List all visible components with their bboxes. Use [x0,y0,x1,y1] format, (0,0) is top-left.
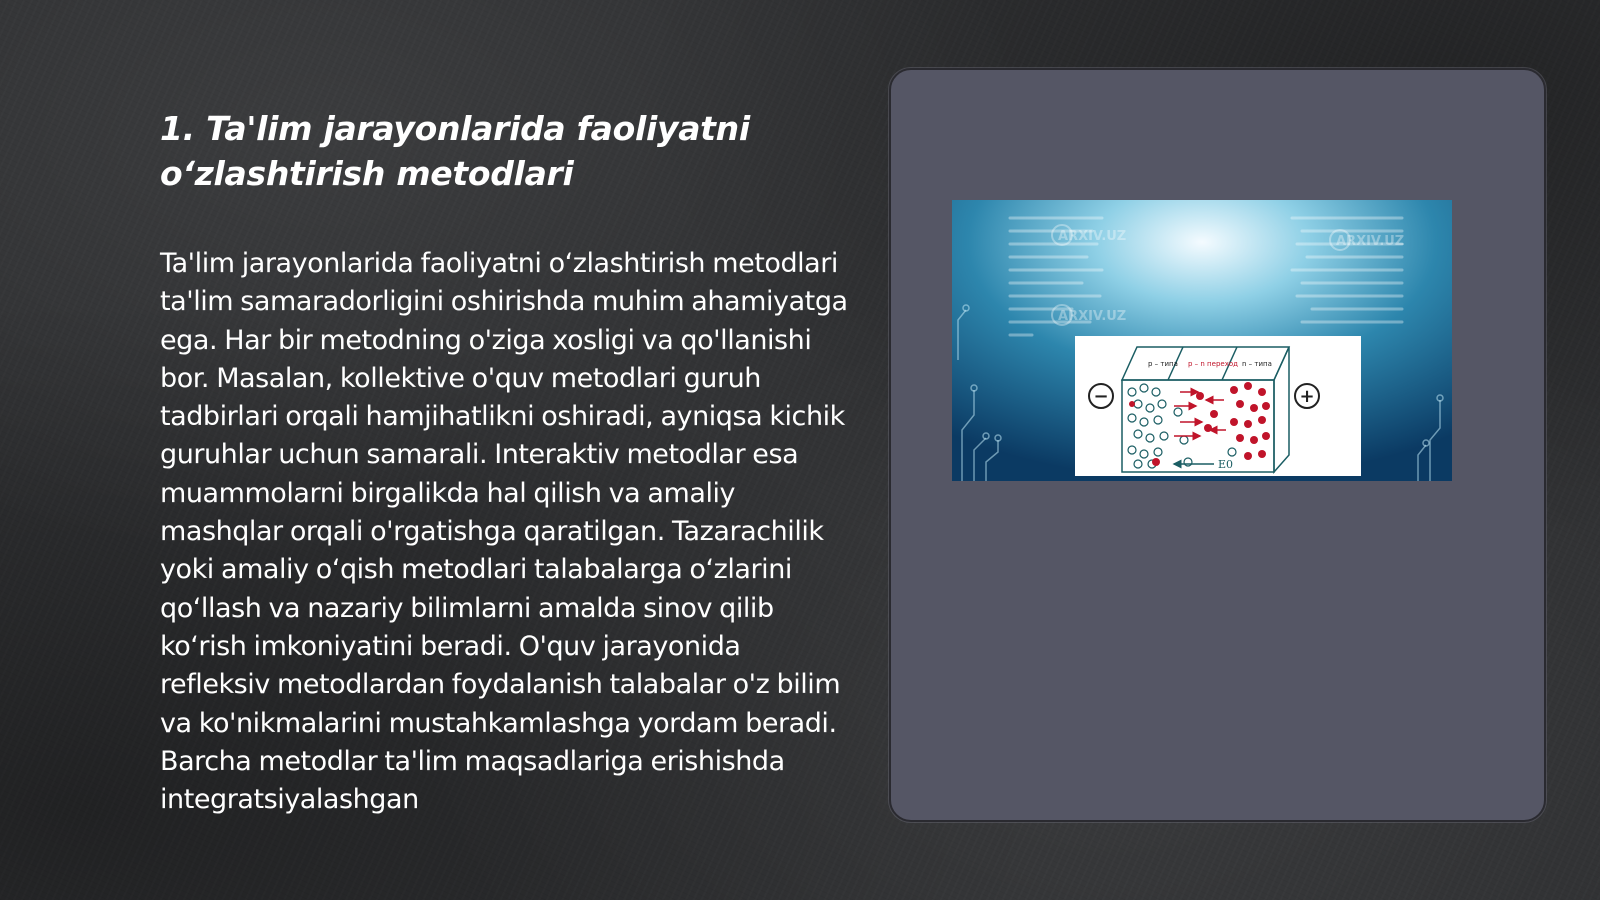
slide-title: 1. Ta'lim jarayonlarida faoliyatni o‘zlashtirish metodlari [160,109,750,193]
field-label: E0 [1218,458,1234,471]
region-label-n: n – типа [1242,360,1272,368]
pn-junction-image [952,200,1452,481]
minus-sign: − [1093,386,1109,407]
watermark-text: ARXIV.UZ [1058,229,1127,244]
slide-body-text: Ta'lim jarayonlarida faoliyatni o‘zlashtirish metodlari ta'lim samaradorligini oshirishda muhim ahamiyatga ega. Har bir metodning o'ziga xosligi va qo'llanishi bor. Masalan, kollektive o'quv metodlari guruh tadbirlari orqali hamjihatlikni oshiradi, ayniqsa kichik guruhlar uchun samarali. Interaktiv metodlar esa muammolarni birgalikda hal qilish va amaliy mashqlar orqali o'rgatishga qaratilgan. Tazarachilik yoki amaliy o‘qish metodlari talabalarga o‘zlarini qo‘llash va nazariy bilimlarni amalda sinov qilib ko‘rish imkoniyatini beradi. O'quv jarayonida refleksiv metodlardan foydalanish talabalar o'z bilim va ko'nikmalarini mustahkamlashga yordam beradi. Barcha metodlar ta'lim maqsadlariga erishishda integratsiyalashgan [160,248,848,816]
plus-sign: + [1299,386,1315,407]
diagram-inset [1075,336,1361,476]
watermark-text: ARXIV.UZ [1336,234,1405,249]
region-label-pn: p – n переход [1188,360,1238,368]
watermark-text: ARXIV.UZ [1058,309,1127,324]
image-panel [889,68,1546,822]
region-label-p: p – типа [1148,360,1178,368]
